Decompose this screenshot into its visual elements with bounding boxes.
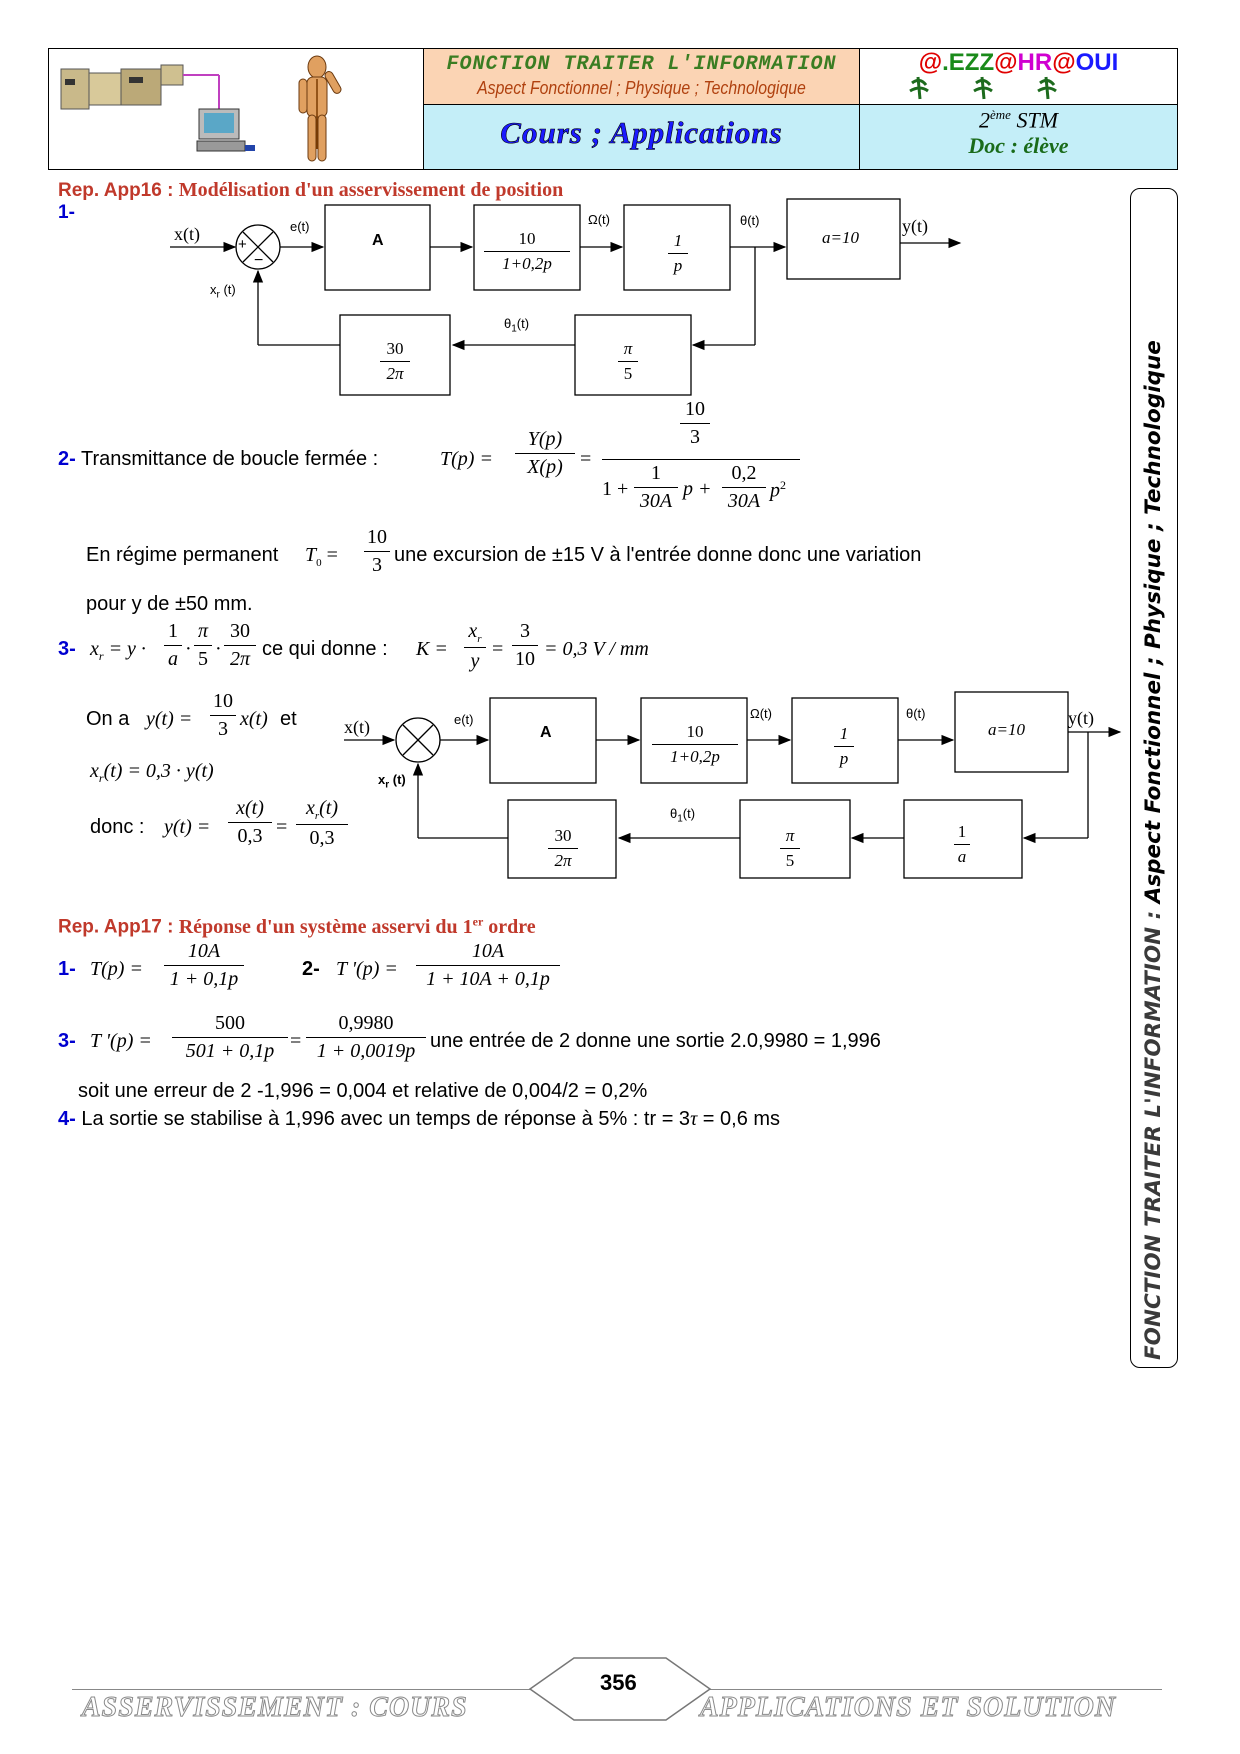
d1-block-fb2 — [618, 339, 638, 384]
ona-x: x(t) — [240, 708, 268, 730]
d1-plus: + — [238, 236, 247, 253]
donc-f1 — [228, 797, 272, 848]
flower-decoration — [870, 75, 1170, 101]
footer-left: ASSERVISSEMENT : COURS — [82, 1692, 468, 1723]
ona-fd: 3 — [218, 718, 228, 740]
app17-q3-text: une entrée de 2 donne une sortie 2.0,9980 = 1,996 — [430, 1030, 881, 1052]
q2-den-f1-bar — [634, 487, 678, 488]
d1-fb2-num: π — [623, 339, 633, 358]
d1-xr-x: x — [210, 282, 217, 297]
app17-q2-bar — [416, 965, 560, 966]
app17-title — [179, 916, 536, 938]
q3-f1n: 1 — [168, 620, 178, 642]
d1-fb2-bar — [618, 361, 638, 362]
d2-fb1-den: 2π — [554, 851, 572, 870]
d2-fb1-num: 30 — [554, 826, 572, 845]
app17-q4-text: La sortie se stabilise à 1,996 avec un temps de réponse à 5% : tr = 3 — [81, 1108, 691, 1130]
donc: donc : — [90, 816, 145, 838]
header-cours: Cours ; Applications — [500, 115, 783, 150]
d2-g2-num: 1 — [839, 724, 849, 743]
level — [860, 107, 1177, 133]
donc-f2 — [296, 797, 348, 850]
app16-title: Modélisation d'un asservissement de position — [178, 179, 564, 201]
q2-den-f1 — [634, 462, 678, 513]
d1-xr — [210, 282, 236, 301]
donc-eq2: = — [276, 816, 288, 838]
d1-fb1-num: 30 — [386, 339, 404, 358]
q3-f1-bar — [164, 645, 182, 646]
donc-f2n-rest: (t) — [319, 797, 339, 819]
d2-block-a: a=10 — [988, 720, 1025, 739]
d2-fb3-num: 1 — [957, 822, 967, 841]
app17-q4-end: = 0,6 ms — [697, 1108, 781, 1130]
d1-y: y(t) — [902, 216, 928, 236]
q3-mid: ce qui donne : — [262, 638, 388, 660]
d1-block-A: A — [372, 232, 384, 249]
d2-block-A: A — [540, 724, 552, 741]
d1-theta1 — [504, 316, 529, 335]
q3-res: = 0,3 V / mm — [544, 638, 649, 660]
header-image-cell — [49, 49, 424, 169]
app17-q2-n: 10A — [471, 940, 505, 962]
ona-frac — [210, 690, 236, 741]
q2-X: X(p) — [527, 456, 563, 478]
d2-theta1-t: θ — [670, 806, 678, 821]
q2-den-one: 1 + — [602, 478, 629, 500]
d2-g1-den: 1+0,2p — [670, 747, 720, 766]
app17-q3-num: 3- — [58, 1030, 76, 1052]
app17-q3-eq: = — [290, 1030, 302, 1052]
d2-theta1 — [670, 806, 695, 825]
d2-fb2-bar — [780, 848, 800, 849]
q3-f2d: 5 — [198, 648, 208, 670]
q2-den-f2-bar — [722, 487, 766, 488]
d1-g1-bar — [484, 251, 570, 252]
d1-block-a: a=10 — [822, 228, 859, 247]
app16-q2-text: Transmittance de boucle fermée : — [81, 448, 379, 470]
q3-K: K = — [416, 638, 448, 660]
d2-block-fb3 — [954, 822, 970, 867]
author-oui: OUI — [1075, 49, 1119, 76]
donc-f2n — [296, 797, 348, 822]
app17-q3-f2n: 0,9980 — [338, 1012, 394, 1034]
xr-line-sub: r — [98, 771, 104, 785]
d1-g1-den: 1+0,2p — [502, 254, 552, 273]
d2-xr — [378, 772, 406, 791]
d1-omega: Ω(t) — [588, 212, 610, 227]
q3-Kf2 — [512, 620, 538, 671]
d2-theta1-rest: (t) — [682, 806, 696, 821]
author-hr: HR — [1017, 49, 1053, 76]
d2-fb2-den: 5 — [785, 851, 795, 870]
d2-g2-bar — [834, 746, 854, 747]
d2-xr-rest: (t) — [389, 772, 406, 787]
d2-block-g1 — [652, 722, 738, 767]
app17-q4-line — [58, 1108, 780, 1131]
app16-q2-lhs: T(p) = — [440, 448, 493, 470]
q3-f2n: π — [197, 620, 209, 642]
d2-theta: θ(t) — [906, 706, 926, 721]
d1-block-g1 — [484, 229, 570, 274]
app16-label: Rep. App16 : — [58, 180, 174, 201]
level-stm: STM — [1016, 107, 1058, 133]
q3-dot1: · — [185, 638, 192, 660]
q2-main-bar — [602, 459, 800, 460]
donc-f1d: 0,3 — [237, 825, 263, 847]
d2-g1-bar — [652, 744, 738, 745]
header-subtitle: Aspect Fonctionnel ; Physique ; Technologique — [477, 78, 806, 98]
app16-q2-YX — [515, 428, 575, 479]
doc-label: Doc : élève — [968, 133, 1069, 159]
d2-block-g2 — [834, 724, 854, 769]
regime-line — [86, 544, 278, 567]
q2-den-f2n: 0,2 — [731, 462, 757, 484]
d1-theta1-sub: 1 — [511, 323, 517, 335]
d1-fb1-den: 2π — [386, 364, 404, 383]
q2-num-top: 10 — [685, 398, 705, 420]
header-cours-cell — [424, 105, 860, 169]
q2-YX-bar — [515, 453, 575, 454]
app17-q3-f1n: 500 — [215, 1012, 245, 1034]
app17-q2-frac — [416, 940, 560, 991]
q3-Kf1d: y — [470, 650, 480, 672]
author-at1: @ — [918, 49, 943, 76]
author-at2: @ — [994, 49, 1018, 76]
q3-f1d: a — [168, 648, 178, 670]
q3-eq: = y · — [108, 638, 146, 660]
q3-f2-bar — [194, 645, 212, 646]
header-title-cell — [424, 49, 860, 105]
d1-fb1-bar — [380, 361, 410, 362]
xr-line-rest: (t) = 0,3 · y(t) — [103, 760, 214, 782]
q3-Kf1n-sub: r — [477, 633, 482, 645]
q3-lhs-x: x — [90, 638, 99, 660]
regime-T0-sub: 0 — [316, 557, 322, 569]
q3-Kf1n — [464, 620, 486, 645]
d1-minus: − — [254, 252, 264, 269]
q3-f3-bar — [224, 645, 256, 646]
d2-x-in: x(t) — [344, 717, 370, 737]
app17-q1-d: 1 + 0,1p — [169, 968, 239, 990]
d1-g1-num: 10 — [518, 229, 536, 248]
side-title — [1142, 340, 1166, 1360]
level-sup: ème — [990, 107, 1011, 122]
app16-q2-line — [58, 448, 378, 471]
app17-q2-num: 2- — [302, 958, 320, 980]
q3-Kf1 — [464, 620, 486, 673]
q3-Kf2d: 10 — [515, 648, 535, 670]
d2-e: e(t) — [454, 712, 474, 727]
donc-f2n-sub: r — [314, 810, 320, 822]
ona-bar — [210, 715, 236, 716]
d2-g2-den: p — [839, 749, 849, 768]
app17-q4-tau: τ — [690, 1108, 698, 1130]
d2-theta1-sub: 1 — [677, 813, 683, 825]
q3-Kf2-bar — [512, 645, 538, 646]
q2-Y: Y(p) — [527, 428, 563, 450]
q3-dot2: · — [215, 638, 222, 660]
app17-heading — [58, 914, 536, 939]
app17-q1-bar — [164, 965, 244, 966]
regime-fn: 10 — [367, 526, 387, 548]
d1-fb2-den: 5 — [623, 364, 633, 383]
app17-q1-lhs: T(p) = — [90, 958, 143, 980]
q2-den-f2 — [722, 462, 766, 513]
app17-q1-frac — [164, 940, 244, 991]
d2-fb1-bar — [548, 848, 578, 849]
app17-q3-f2 — [306, 1012, 426, 1063]
d1-x-in: x(t) — [174, 224, 200, 244]
author-ezz: .EZZ — [942, 49, 995, 76]
app17-q1-n: 10A — [187, 940, 221, 962]
app17-q3-lhs: T '(p) = — [90, 1030, 152, 1052]
donc-f2-bar — [296, 824, 348, 825]
d1-theta: θ(t) — [740, 213, 760, 228]
d2-block-fb1 — [548, 826, 578, 871]
d2-fb2-num: π — [785, 826, 795, 845]
computer-and-nervous-system-illustration — [49, 49, 419, 167]
q2-den-p: p + — [683, 478, 712, 500]
regime-T0-T: T — [305, 544, 317, 566]
footer-right: APPLICATIONS ET SOLUTION — [700, 1692, 1117, 1723]
d2-y: y(t) — [1068, 708, 1094, 728]
q3-lhs-sub: r — [98, 649, 104, 663]
q2-den-p2-p: p — [770, 479, 780, 502]
regime-c: pour y de ±50 mm. — [86, 593, 253, 615]
ona-fn: 10 — [213, 690, 233, 712]
xr-line-x: x — [90, 760, 99, 782]
xr-line — [90, 760, 214, 786]
d1-block-g2 — [668, 231, 688, 276]
app17-q3-f2d: 1 + 0,0019p — [316, 1040, 416, 1062]
q3-Keq: = — [492, 638, 504, 660]
donc-f2n-x: x — [305, 797, 315, 819]
q2-eq: = — [580, 448, 592, 470]
ona: On a — [86, 708, 130, 730]
donc-f1n: x(t) — [236, 797, 264, 819]
d2-fb3-den: a — [957, 847, 967, 866]
app17-q3-line2: soit une erreur de 2 -1,996 = 0,004 et relative de 0,004/2 = 0,2% — [78, 1080, 648, 1102]
app17-q2-d: 1 + 10A + 0,1p — [426, 968, 550, 990]
d2-g1-num: 10 — [686, 722, 704, 741]
q2-num-bar — [680, 423, 710, 424]
app17-q2-lhs: T '(p) = — [336, 958, 398, 980]
d1-g2-bar — [668, 253, 688, 254]
q2-den-f2d: 30A — [727, 490, 761, 512]
app17-q3-f2-bar — [306, 1037, 426, 1038]
donc-eq: y(t) = — [164, 816, 211, 838]
header-level-cell — [860, 105, 1177, 169]
donc-f1-bar — [228, 822, 272, 823]
d1-g2-den: p — [673, 256, 683, 275]
app17-q3-f1 — [172, 1012, 288, 1063]
app17-title-sup: er — [472, 914, 484, 928]
d1-g2-num: 1 — [673, 231, 683, 250]
d1-theta1-t: θ — [504, 316, 512, 331]
regime-a: En régime permanent — [86, 544, 279, 566]
d1-xr-sub: r — [216, 289, 220, 301]
q3-f3d: 2π — [229, 648, 251, 670]
app17-q3-f1-bar — [172, 1037, 288, 1038]
side-title-part2: Aspect Fonctionnel ; Physique ; Technologique — [1141, 340, 1166, 904]
regime-b: une excursion de ±15 V à l'entrée donne donc une variation — [394, 544, 922, 566]
q2-den-f1d: 30A — [639, 490, 673, 512]
d2-xr-sub: r — [385, 779, 390, 791]
header-table — [48, 48, 1178, 170]
ona-et: et — [280, 708, 297, 730]
q3-f2 — [194, 620, 212, 671]
q2-den-p2 — [770, 478, 786, 503]
regime-eq: = — [326, 544, 338, 566]
donc-f2d: 0,3 — [309, 827, 335, 849]
regime-T0 — [305, 544, 338, 569]
d1-xr-rest: (t) — [219, 282, 236, 297]
app16-q2-num: 2- — [58, 448, 76, 470]
app17-title-b: ordre — [483, 915, 536, 938]
level-num: 2 — [979, 107, 990, 133]
q2-den-f1n: 1 — [651, 462, 661, 484]
d1-e: e(t) — [290, 219, 310, 234]
d2-block-fb2 — [780, 826, 800, 871]
app17-q4-num: 4- — [58, 1108, 76, 1130]
q3-Kf1n-x: x — [468, 620, 478, 642]
header-title: FONCTION TRAITER L'INFORMATION — [446, 53, 837, 76]
q2-num-bot: 3 — [690, 426, 700, 448]
author-name — [860, 49, 1177, 77]
d2-fb3-bar — [954, 844, 970, 845]
q3-f1 — [164, 620, 182, 671]
regime-fd: 3 — [372, 554, 382, 576]
side-title-part1: FONCTION TRAITER L'INFORMATION : — [1141, 903, 1166, 1360]
app17-label: Rep. App17 : — [58, 916, 174, 938]
d1-block-fb1 — [380, 339, 410, 384]
app17-title-a: Réponse d'un système asservi du 1 — [178, 915, 473, 938]
q3-f3n: 30 — [230, 620, 250, 642]
header-author-cell — [860, 49, 1177, 105]
q3-lhs — [90, 638, 146, 664]
d2-omega: Ω(t) — [750, 706, 772, 721]
app16-q1-num: 1- — [58, 202, 75, 223]
author-at3: @ — [1052, 49, 1076, 76]
d2-xr-x: x — [378, 772, 386, 787]
q2-den-sq: 2 — [780, 478, 786, 492]
app16-q3-num: 3- — [58, 638, 76, 660]
ona-eq: y(t) = — [146, 708, 193, 730]
q2-num-frac — [680, 398, 710, 449]
q3-Kf2n: 3 — [520, 620, 530, 642]
app17-q3-f1d: 501 + 0,1p — [185, 1040, 275, 1062]
q3-Kf1-bar — [464, 647, 486, 648]
app17-q1-num: 1- — [58, 958, 76, 980]
q3-f3 — [224, 620, 256, 671]
regime-frac — [364, 526, 390, 577]
d1-theta1-rest: (t) — [516, 316, 530, 331]
regime-bar — [364, 551, 390, 552]
footer-page: 356 — [600, 1670, 637, 1695]
